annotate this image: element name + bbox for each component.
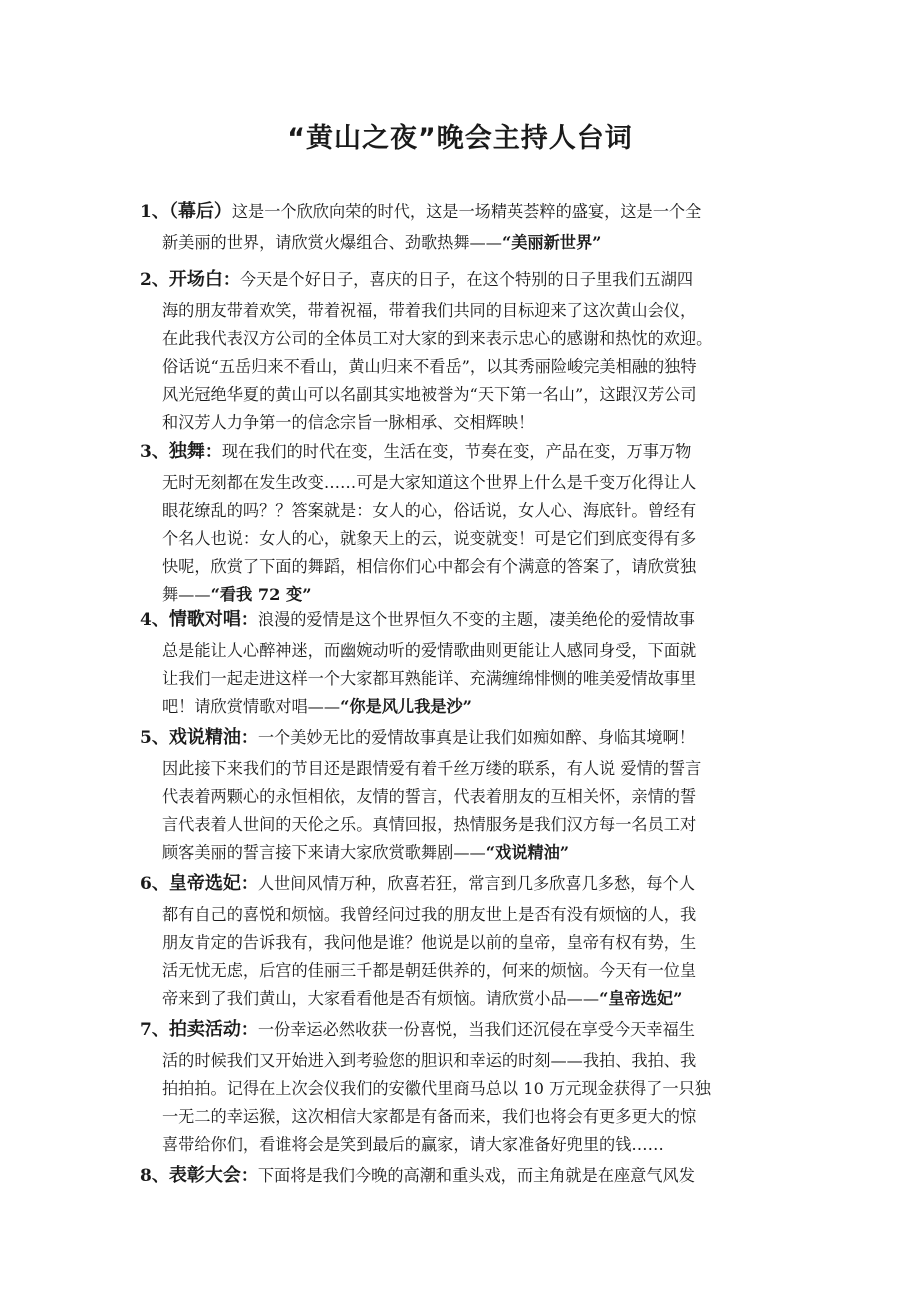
section-heading: 独舞 [168,441,205,462]
section-line: 在此我代表汉方公司的全体员工对大家的到来表示忠心的感谢和热忱的欢迎。 [162,329,713,348]
section-line: 无时无刻都在发生改变……可是大家知道这个世界上什么是千变万化得让人 [162,473,697,492]
section-text: 一份幸运必然收获一份喜悦，当我们还沉侵在享受今天幸福生 [257,1020,695,1039]
section-line: 代表着两颗心的永恒相依，友情的誓言，代表着朋友的互相关怀，亲情的誓 [162,787,697,806]
section-first-line [140,867,782,901]
section-line: 眼花缭乱的吗？？答案就是：女人的心，俗话说，女人心、海底针。曾经有 [162,501,697,520]
section-line [162,229,782,257]
section-text: 新美丽的世界，请欣赏火爆组合、劲歌热舞—— [162,233,502,252]
section-line: 风光冠绝华夏的黄山可以名副其实地被誉为“天下第一名山”，这跟汉芳公司 [162,385,697,404]
section-heading: 表彰大会 [168,1165,241,1186]
section-text: 人世间风情万种，欣喜若狂，常言到几多欣喜几多愁，每个人 [257,874,695,893]
section-colon: ： [240,1020,258,1040]
section-line: 快呢，欣赏了下面的舞蹈，相信你们心中都会有个满意的答案了，请欣赏独 [162,557,697,576]
section-first-line [140,435,782,469]
program-title: “皇帝选妃” [599,989,683,1008]
section-number: 1、 [140,202,169,222]
section-line [162,693,782,721]
section-colon: ： [204,442,222,462]
section-heading: 情歌对唱 [168,609,241,630]
script-section-8 [140,1159,782,1193]
section-text: 舞—— [162,585,211,604]
section-colon: ： [222,270,240,290]
section-heading: 戏说精油 [168,727,241,748]
section-heading: 开场白 [168,269,223,290]
section-heading: 皇帝选妃 [168,873,241,894]
section-number: 2、 [140,270,169,290]
program-title: “看我 72 变” [210,585,312,604]
program-title: “你是风儿我是沙” [340,697,472,716]
section-line [162,985,782,1013]
section-first-line [140,721,782,755]
section-line: 海的朋友带着欢笑，带着祝福，带着我们共同的目标迎来了这次黄山会仪， [162,301,697,320]
section-text: 今天是个好日子，喜庆的日子，在这个特别的日子里我们五湖四 [239,270,694,289]
section-line: 因此接下来我们的节目还是跟情爱有着千丝万缕的联系，有人说 爱情的誓言 [162,759,702,778]
section-line: 总是能让人心醉神迷，而幽婉动听的爱情歌曲则更能让人感同身受，下面就 [162,641,697,660]
section-line: 和汉芳人力争第一的信念宗旨一脉相承、交相辉映！ [162,413,535,432]
section-line: 个名人也说：女人的心，就象天上的云，说变就变！可是它们到底变得有多 [162,529,697,548]
script-section-4 [140,603,782,721]
section-line: 活的时候我们又开始进入到考验您的胆识和幸运的时刻——我拍、我拍、我 [162,1051,697,1070]
section-number: 3、 [140,442,169,462]
script-section-6 [140,867,782,1013]
script-section-3 [140,435,782,609]
script-section-5 [140,721,782,867]
section-first-line [140,603,782,637]
script-section-2 [140,263,782,437]
section-colon: ： [240,610,258,630]
script-section-7 [140,1013,782,1159]
section-text: 一个美妙无比的爱情故事真是让我们如痴如醉、身临其境啊！ [257,728,695,747]
section-number: 6、 [140,874,169,894]
section-heading: 拍卖活动 [168,1019,241,1040]
section-line [162,839,782,867]
section-number: 7、 [140,1020,169,1040]
section-first-line [140,263,782,297]
section-text: 吧！请欣赏情歌对唱—— [162,697,341,716]
section-first-line [140,1159,782,1193]
section-number: 8、 [140,1166,169,1186]
section-line: 都有自己的喜悦和烦恼。我曾经问过我的朋友世上是否有没有烦恼的人，我 [162,905,697,924]
section-line: 言代表着人世间的天伦之乐。真情回报，热情服务是我们汉方每一名员工对 [162,815,697,834]
section-line: 让我们一起走进这样一个大家都耳熟能详、充满缠绵悱恻的唯美爱情故事里 [162,669,697,688]
section-number: 5、 [140,728,169,748]
script-section-1 [140,195,782,257]
section-line: 拍拍拍。记得在上次会仪我们的安徽代里商马总以 10 万元现金获得了一只独 [162,1079,711,1098]
program-title: “戏说精油” [485,843,570,862]
section-colon: ： [240,1166,258,1186]
section-number: 4、 [140,610,169,630]
section-line: 喜带给你们，看谁将会是笑到最后的赢家，请大家准备好兜里的钱…… [162,1135,664,1154]
page-title: “黄山之夜”晚会主持人台词 [287,123,633,154]
section-line: 俗话说“五岳归来不看山，黄山归来不看岳”，以其秀丽险峻完美相融的独特 [162,357,697,376]
section-line: 活无忧无虑，后宫的佳丽三千都是朝廷供养的，何来的烦恼。今天有一位皇 [162,961,697,980]
section-text: 这是一个欣欣向荣的时代，这是一场精英荟粹的盛宴，这是一个全 [231,202,702,221]
section-text: 帝来到了我们黄山，大家看看他是否有烦恼。请欣赏小品—— [162,989,600,1008]
section-colon: ： [240,874,258,894]
section-text: 顾客美丽的誓言接下来请大家欣赏歌舞剧—— [162,843,486,862]
section-line: 一无二的幸运猴，这次相信大家都是有备而来，我们也将会有更多更大的惊 [162,1107,697,1126]
section-first-line [140,1013,782,1047]
section-line: 朋友肯定的告诉我有，我问他是谁？他说是以前的皇帝，皇帝有权有势，生 [162,933,697,952]
section-text: 下面将是我们今晚的高潮和重头戏，而主角就是在座意气风发 [257,1166,695,1185]
section-text: 浪漫的爱情是这个世界恒久不变的主题，凄美绝伦的爱情故事 [257,610,695,629]
section-text: 现在我们的时代在变，生活在变，节奏在变，产品在变，万事万物 [221,442,692,461]
section-heading: （幕后） [168,201,232,222]
section-first-line [140,195,782,229]
section-colon: ： [240,728,258,748]
program-title: “美丽新世界” [501,233,602,252]
